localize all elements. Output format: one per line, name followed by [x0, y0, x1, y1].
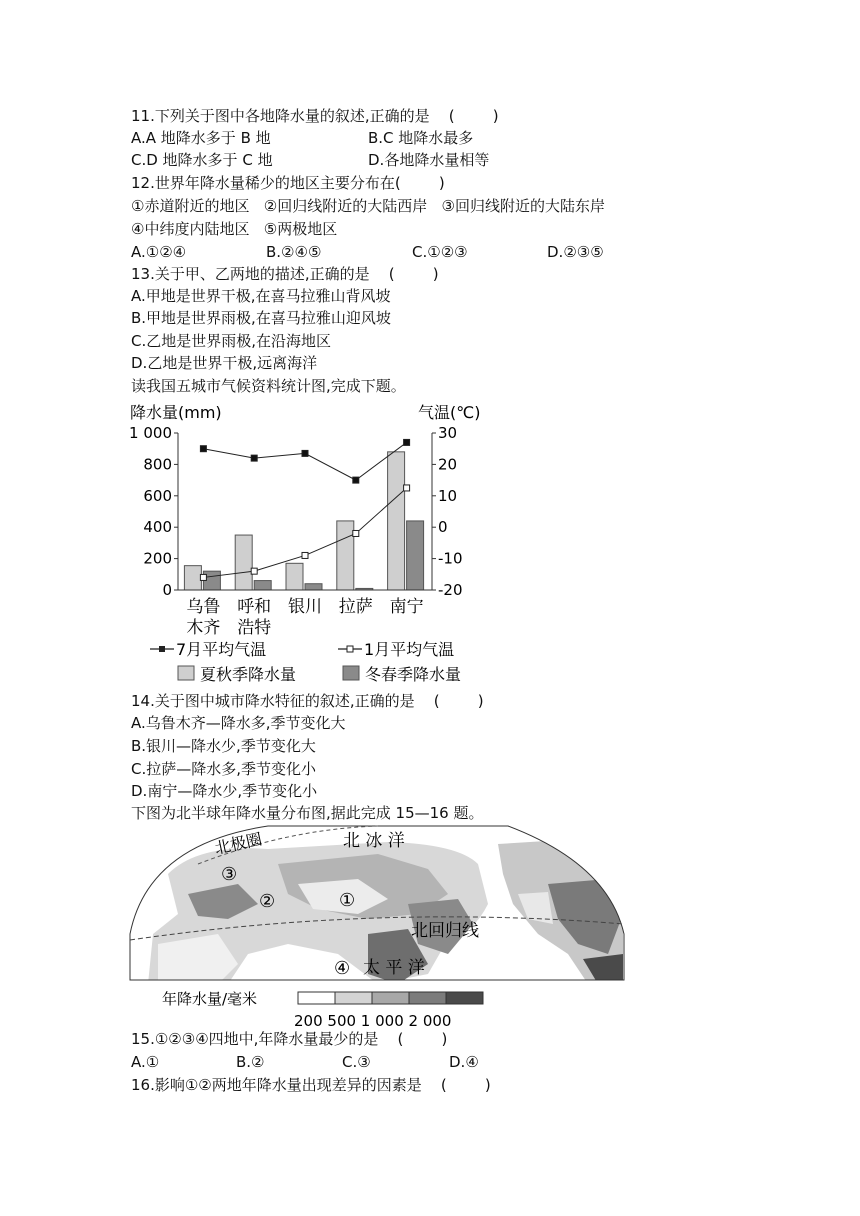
bar-winter: [305, 584, 322, 590]
question-11-option-a: A.A 地降水多于 B 地: [131, 129, 271, 147]
question-15-stem: 15.①②③④四地中,年降水量最少的是 ( ): [131, 1030, 448, 1048]
january-temp-point: [200, 574, 206, 580]
tropic-label: 北回归线: [411, 921, 479, 941]
legend-winter-swatch: [343, 666, 359, 680]
question-12-items-1: ①赤道附近的地区 ②回归线附近的大陆西岸 ③回归线附近的大陆东岸: [131, 197, 605, 215]
question-11-option-b: B.C 地降水最多: [368, 129, 474, 147]
january-temp-point: [353, 530, 359, 536]
legend-summer-swatch: [178, 666, 194, 680]
question-14-stem: 14.关于图中城市降水特征的叙述,正确的是 ( ): [131, 692, 484, 710]
july-temp-point: [353, 477, 359, 483]
category-label: 乌鲁: [186, 597, 221, 617]
july-temp-point: [404, 439, 410, 445]
left-tick-label: 200: [143, 549, 172, 568]
category-label: 浩特: [237, 618, 272, 638]
legend-summer: 夏秋季降水量: [200, 665, 297, 684]
point-4-label: ④: [334, 958, 351, 979]
question-13-option-b: B.甲地是世界雨极,在喜马拉雅山迎风坡: [131, 309, 391, 327]
arctic-circle-label: 北极圈: [212, 829, 264, 858]
map-legend-swatch: [335, 992, 372, 1004]
question-15-option-b: B.②: [236, 1053, 265, 1071]
legend-july: 7月平均气温: [176, 640, 267, 659]
point-3-label: ③: [221, 864, 238, 885]
chart-legend: [150, 640, 461, 684]
arctic-ocean-label: 北 冰 洋: [343, 831, 405, 851]
question-12-items-2: ④中纬度内陆地区 ⑤两极地区: [131, 220, 338, 238]
category-label: 银川: [288, 597, 322, 617]
january-temp-line: [203, 488, 406, 577]
map-legend-swatch: [298, 992, 335, 1004]
question-12-option-c: C.①②③: [412, 243, 468, 261]
category-label: 南宁: [389, 597, 424, 617]
january-temp-point: [404, 485, 410, 491]
bar-winter: [407, 521, 424, 590]
map-legend-scale: [298, 992, 483, 1004]
question-15-option-a: A.①: [131, 1053, 160, 1071]
july-temp-point: [302, 450, 308, 456]
question-15-option-c: C.③: [342, 1053, 371, 1071]
precipitation-map: [128, 824, 628, 1032]
map-legend-title: 年降水量/毫米: [162, 990, 258, 1008]
legend-january-marker-icon: [347, 646, 353, 652]
right-tick-label: 10: [438, 486, 458, 505]
question-13-option-a: A.甲地是世界干极,在喜马拉雅山背风坡: [131, 287, 391, 305]
question-12-option-a: A.①②④: [131, 243, 187, 261]
question-14-option-a: A.乌鲁木齐—降水多,季节变化大: [131, 714, 346, 732]
category-label: 呼和: [237, 597, 272, 617]
july-temp-point: [251, 455, 257, 461]
chart-y2label: 气温(℃): [418, 403, 481, 422]
question-11-option-d: D.各地降水量相等: [368, 151, 490, 169]
legend-july-marker-icon: [159, 646, 165, 652]
question-13-stem: 13.关于甲、乙两地的描述,正确的是 ( ): [131, 265, 439, 283]
question-14-option-c: C.拉萨—降水多,季节变化小: [131, 760, 317, 778]
map-legend-ticks: 200 500 1 000 2 000: [294, 1012, 452, 1030]
right-tick-label: -10: [438, 549, 463, 568]
right-tick-label: 0: [438, 518, 448, 537]
map-legend-swatch: [372, 992, 409, 1004]
legend-january: 1月平均气温: [364, 640, 455, 659]
january-temp-point: [302, 552, 308, 558]
left-tick-label: 800: [143, 455, 172, 474]
question-11-option-c: C.D 地降水多于 C 地: [131, 151, 273, 169]
question-13-option-c: C.乙地是世界雨极,在沿海地区: [131, 332, 332, 350]
bar-summer: [337, 521, 354, 590]
category-label: 拉萨: [338, 597, 373, 617]
point-2-label: ②: [259, 891, 276, 912]
question-12-option-b: B.②④⑤: [266, 243, 322, 261]
chart-ylabel: 降水量(mm): [130, 403, 222, 422]
bar-summer: [235, 535, 252, 590]
question-12-option-d: D.②③⑤: [547, 243, 604, 261]
right-tick-label: -20: [438, 581, 463, 599]
july-temp-point: [200, 446, 206, 452]
climate-chart: [128, 398, 488, 688]
question-12-stem: 12.世界年降水量稀少的地区主要分布在( ): [131, 174, 445, 192]
map-intro-text: 下图为北半球年降水量分布图,据此完成 15—16 题。: [131, 804, 484, 822]
bar-summer: [388, 452, 405, 590]
legend-winter: 冬春季降水量: [365, 665, 462, 684]
bar-summer: [184, 566, 201, 590]
point-1-label: ①: [339, 890, 356, 911]
question-14-option-d: D.南宁—降水少,季节变化小: [131, 782, 318, 800]
question-16-stem: 16.影响①②两地年降水量出现差异的因素是 ( ): [131, 1076, 491, 1094]
chart-intro-text: 读我国五城市气候资料统计图,完成下题。: [131, 377, 406, 395]
july-temp-line: [203, 442, 406, 480]
map-legend-swatch: [409, 992, 446, 1004]
right-tick-label: 30: [438, 424, 458, 442]
right-tick-label: 20: [438, 455, 458, 474]
january-temp-point: [251, 568, 257, 574]
category-label: 木齐: [186, 618, 221, 638]
question-13-option-d: D.乙地是世界干极,远离海洋: [131, 354, 318, 372]
bar-winter: [254, 581, 271, 590]
question-14-option-b: B.银川—降水少,季节变化大: [131, 737, 316, 755]
left-tick-label: 400: [143, 518, 172, 537]
left-tick-label: 0: [162, 581, 172, 599]
question-11-stem: 11.下列关于图中各地降水量的叙述,正确的是 ( ): [131, 107, 499, 125]
map-legend-swatch: [446, 992, 483, 1004]
left-tick-label: 600: [143, 486, 172, 505]
left-tick-label: 1 000: [129, 424, 172, 442]
pacific-label: 太 平 洋: [363, 958, 425, 978]
bar-summer: [286, 563, 303, 590]
question-15-option-d: D.④: [449, 1053, 479, 1071]
